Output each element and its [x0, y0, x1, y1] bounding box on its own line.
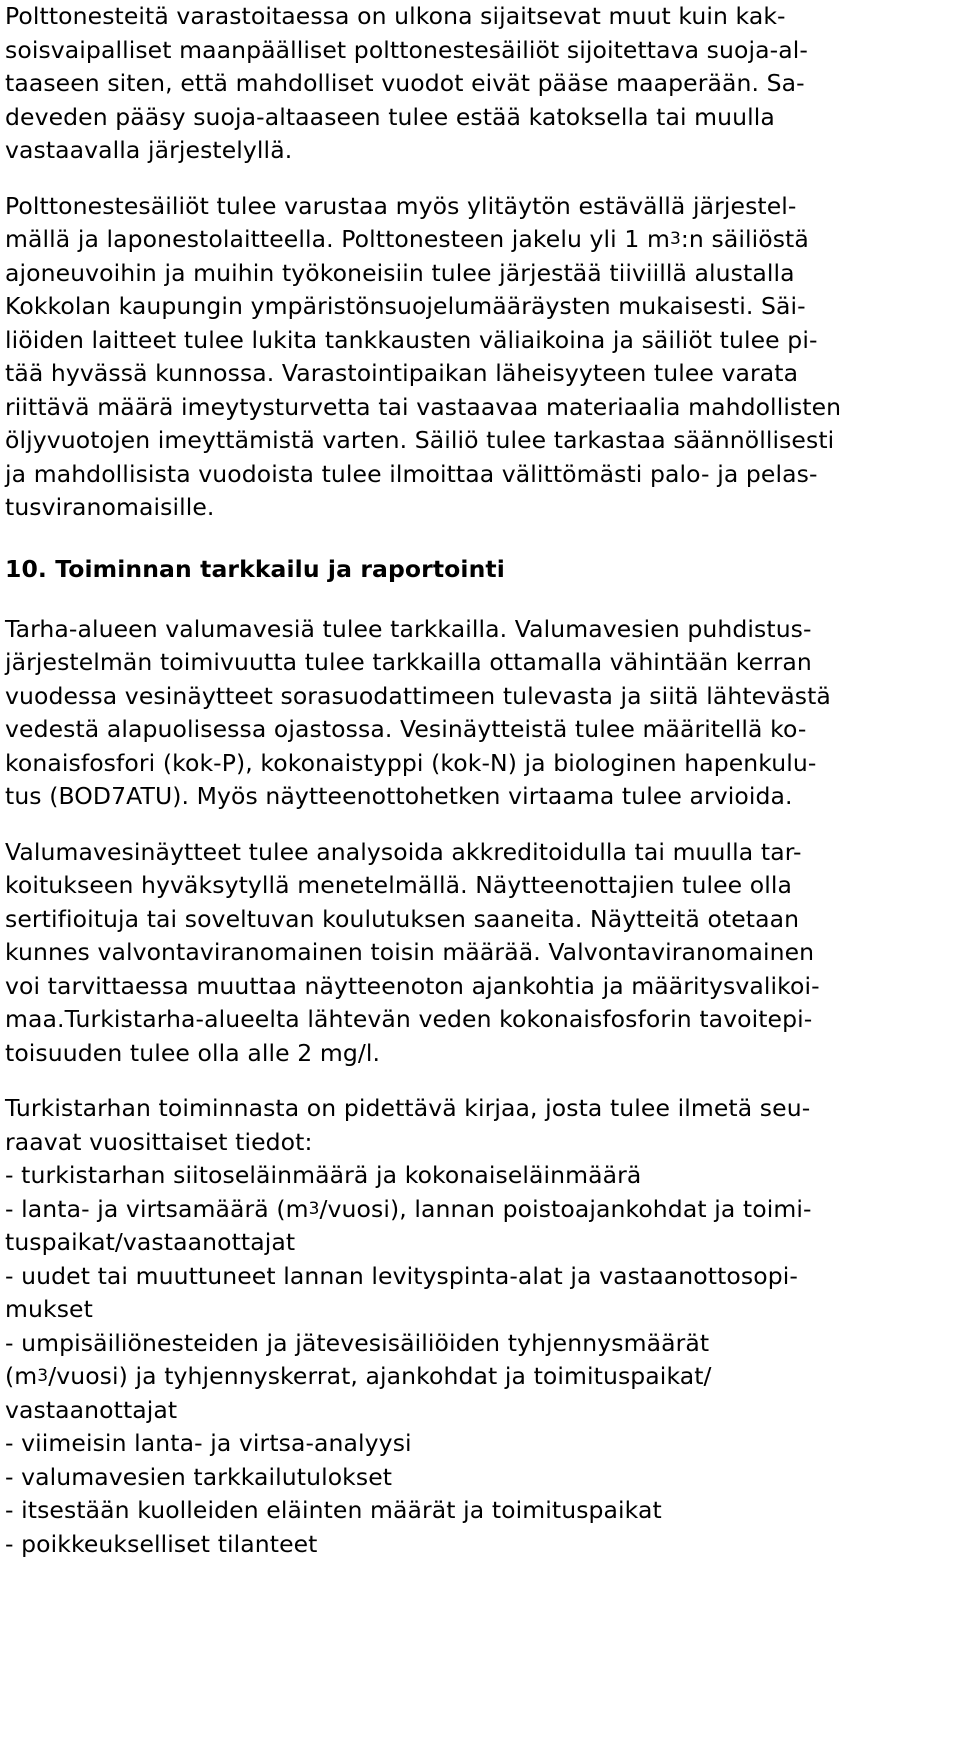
text-line: taaseen siten, että mahdolliset vuodot eivät pääse maaperään. Sa-: [5, 69, 805, 97]
list-item: - turkistarhan siitoseläinmäärä ja kokonaiseläinmäärä: [5, 1161, 642, 1189]
text-line: Kokkolan kaupungin ympäristönsuojelumääräysten mukaisesti. Säi-: [5, 292, 806, 320]
list-item-continuation: mukset: [5, 1295, 93, 1323]
text-line: tusviranomaisille.: [5, 493, 215, 521]
paragraph-gap: [5, 591, 955, 613]
text-line: Valumavesinäytteet tulee analysoida akkreditoidulla tai muulla tar-: [5, 837, 802, 866]
text-fragment: - lanta- ja virtsamäärä (m: [5, 1194, 309, 1223]
text-line: [5, 223, 955, 257]
text-line: vastaavalla järjestelyllä.: [5, 136, 293, 164]
text-line: konaisfosfori (kok-P), kokonaistyppi (kok-N) ja biologinen hapenkulu-: [5, 748, 817, 777]
text-line: ajoneuvoihin ja muihin työkoneisiin tulee järjestää tiiviillä alustalla: [5, 258, 795, 287]
text-line: toisuuden tulee olla alle 2 mg/l.: [5, 1038, 381, 1067]
superscript: 3: [308, 1198, 320, 1219]
text-line: Polttonestesäiliöt tulee varustaa myös ylitäytön estävällä järjestel-: [5, 191, 797, 220]
text-line: vedestä alapuolisessa ojastossa. Vesinäytteistä tulee määritellä ko-: [5, 715, 807, 743]
paragraph-record-keeping: [5, 1092, 955, 1561]
paragraph-fuel-storage: [5, 0, 955, 168]
text-fragment: /vuosi) ja tyhjennyskerrat, ajankohdat ja toimituspaikat/: [48, 1362, 712, 1390]
text-line: tää hyvässä kunnossa. Varastointipaikan läheisyyteen tulee varata: [5, 359, 799, 387]
text-line: ja mahdollisista vuodoista tulee ilmoittaa välittömästi palo- ja pelas-: [5, 459, 818, 488]
list-item: - poikkeukselliset tilanteet: [5, 1529, 318, 1558]
superscript: 3: [37, 1366, 49, 1386]
text-line: Polttonesteitä varastoitaessa on ulkona sijaitsevat muut kuin kak-: [5, 2, 786, 30]
paragraph-fuel-tanks: [5, 190, 955, 525]
list-item: [5, 1193, 955, 1227]
text-line: maa.Turkistarha-alueelta lähtevän veden kokonaisfosforin tavoitepi-: [5, 1005, 813, 1033]
section-title: Toiminnan tarkkailu ja raportointi: [55, 554, 505, 583]
list-item: - uudet tai muuttuneet lannan levityspinta-alat ja vastaanottosopi-: [5, 1261, 798, 1290]
list-item: - umpisäiliönesteiden ja jätevesisäiliöiden tyhjennysmäärät: [5, 1328, 710, 1357]
list-item: - viimeisin lanta- ja virtsa-analyysi: [5, 1429, 412, 1457]
paragraph-sample-analysis: [5, 836, 955, 1071]
text-line: sertifioituja tai soveltuvan koulutuksen saaneita. Näytteitä otetaan: [5, 904, 800, 933]
text-line: voi tarvittaessa muuttaa näytteenoton ajankohtia ja määritysvalikoi-: [5, 971, 820, 1000]
text-line: kunnes valvontaviranomainen toisin määrää. Valvontaviranomainen: [5, 938, 815, 966]
list-item-continuation: tuspaikat/vastaanottajat: [5, 1228, 296, 1256]
section-number: 10.: [5, 554, 47, 583]
document-page: [5, 0, 955, 1561]
text-line: öljyvuotojen imeyttämistä varten. Säiliö tulee tarkastaa säännöllisesti: [5, 426, 835, 454]
text-line: järjestelmän toimivuutta tulee tarkkailla ottamalla vähintään kerran: [5, 648, 812, 676]
list-item-continuation: [5, 1360, 955, 1394]
section-heading: [5, 547, 955, 591]
text-line: soisvaipalliset maanpäälliset polttonestesäiliöt sijoitettava suoja-al-: [5, 35, 808, 64]
paragraph-gap: [5, 525, 955, 547]
text-line: deveden pääsy suoja-altaaseen tulee estää katoksella tai muulla: [5, 102, 775, 131]
paragraph-gap: [5, 168, 955, 190]
text-fragment: /vuosi), lannan poistoajankohdat ja toimi-: [319, 1194, 812, 1223]
text-line: Turkistarhan toiminnasta on pidettävä kirjaa, josta tulee ilmetä seu-: [5, 1094, 811, 1122]
superscript: 3: [669, 229, 681, 249]
list-item-continuation: vastaanottajat: [5, 1395, 178, 1424]
list-item: - itsestään kuolleiden eläinten määrät ja toimituspaikat: [5, 1496, 662, 1524]
text-line: riittävä määrä imeytysturvetta tai vastaavaa materiaalia mahdollisten: [5, 392, 842, 421]
text-line: koitukseen hyväksytyllä menetelmällä. Näytteenottajien tulee olla: [5, 871, 793, 899]
text-line: Tarha-alueen valumavesiä tulee tarkkailla. Valumavesien puhdistus-: [5, 614, 812, 643]
text-fragment: mällä ja laponestolaitteella. Polttonesteen jakelu yli 1 m: [5, 225, 670, 253]
paragraph-runoff-monitoring: [5, 613, 955, 814]
paragraph-gap: [5, 814, 955, 836]
text-line: tus (BOD7ATU). Myös näytteenottohetken virtaama tulee arvioida.: [5, 782, 793, 810]
text-fragment: (m: [5, 1362, 38, 1390]
text-line: raavat vuosittaiset tiedot:: [5, 1127, 313, 1156]
text-line: liöiden laitteet tulee lukita tankkausten väliaikoina ja säiliöt tulee pi-: [5, 325, 818, 354]
paragraph-gap: [5, 1070, 955, 1092]
list-item: - valumavesien tarkkailutulokset: [5, 1462, 393, 1491]
text-line: vuodessa vesinäytteet sorasuodattimeen tulevasta ja siitä lähtevästä: [5, 681, 831, 710]
text-fragment: :n säiliöstä: [680, 225, 809, 253]
